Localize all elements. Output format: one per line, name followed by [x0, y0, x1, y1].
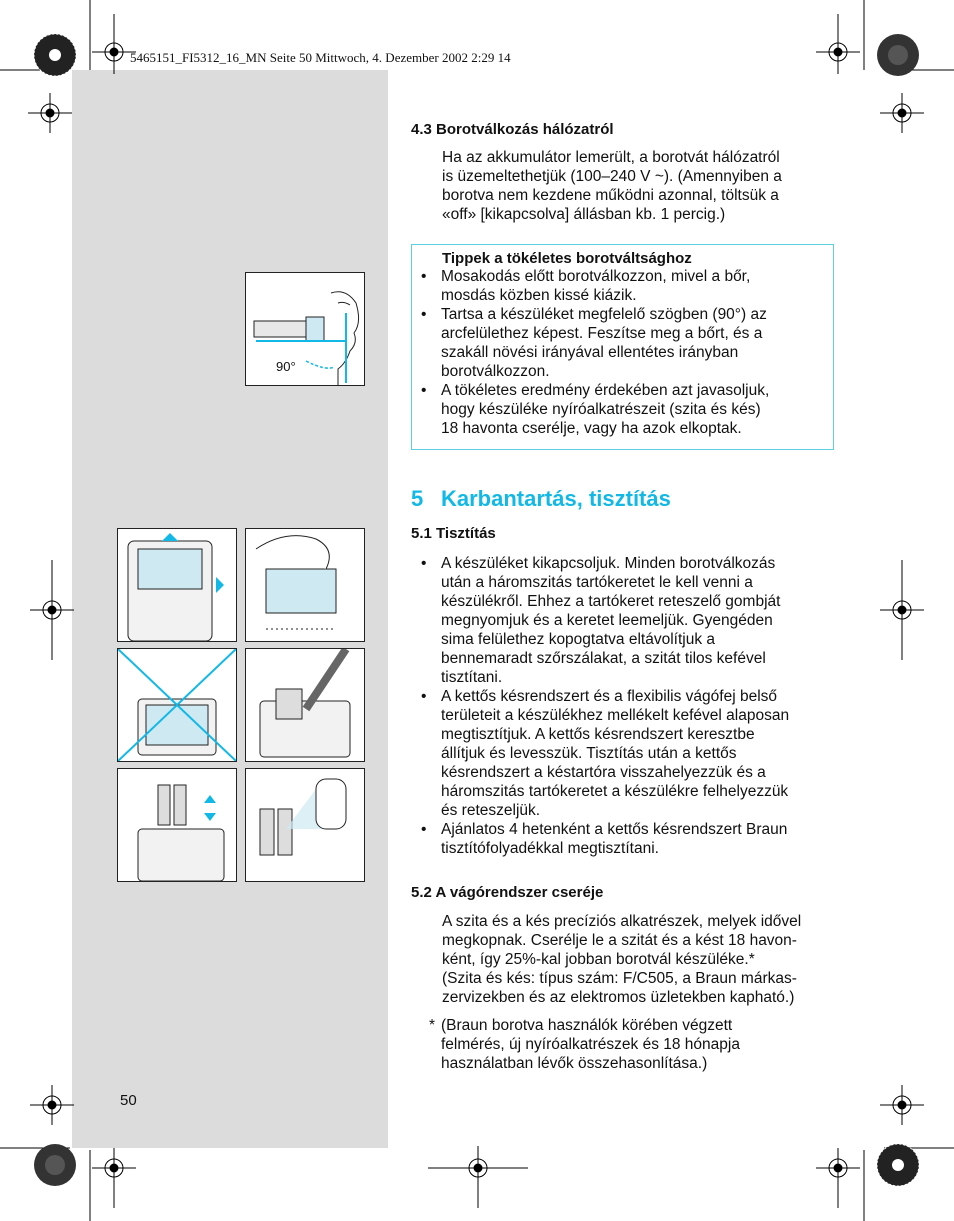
section-5-2-text: A szita és a kés precíziós alkatrészek, melyek idővel megkopnak. Cserélje le a szitát és a kést 18 havon- ként, így 25%-kal jobban borotvál készüléke.* (Szita és kés: típus szám: F/C505, a Braun márkas- zervizekben és az elektromos üzletekben kapható.): [442, 913, 802, 1006]
cleaning-step-3-illustration: [117, 648, 237, 762]
page-number: 50: [120, 1092, 137, 1109]
list-item: • Ajánlatos 4 hetenként a kettős késrendszert Braun tisztítófolyadékkal megtisztítani.: [421, 821, 788, 857]
angle-label: 90°: [276, 359, 296, 374]
shaving-angle-illustration: [245, 272, 365, 386]
section-5-1-title: 5.1 Tisztítás: [411, 525, 496, 542]
cleaning-step-5-illustration: [117, 768, 237, 882]
list-item: • Mosakodás előtt borotválkozzon, mivel a bőr, mosdás közben kissé kiázik.: [421, 268, 751, 304]
list-item: • A kettős késrendszert és a flexibilis vágófej belső területeit a készülékhez mellékelt kefével alaposan megtisztítjuk. A kettős késrendszert keresztbe állítjuk és levesszük. Tisztítás után a kettős késrendszert a késtartóra visszahelyezzük és a háromszitás tartókeretet a készülékre felhelyezzük és reteszeljük.: [421, 688, 790, 819]
section-4-3-text: Ha az akkumulátor lemerült, a borotvát hálózatról is üzemeltethetjük (100–240 V ~). (Amennyiben a borotva nem kezdene működni azonnal, töltsük a «off» [kikapcsolva] állásban kb. 1 percig.): [442, 149, 782, 223]
cleaning-step-4-illustration: [245, 648, 365, 762]
tips-content: [411, 250, 834, 438]
section-4-3-title: 4.3 Borotválkozás hálózatról: [411, 121, 614, 138]
face-shaver-drawing: [246, 273, 364, 385]
section-5-1-list: [411, 554, 841, 858]
list-item: • Tartsa a készüléket megfelelő szögben (90°) az arcfelülethez képest. Feszítse meg a bőrt, és a szakáll növési irányával ellentétes irányban borotválkozzon.: [421, 306, 767, 380]
section-5-2-footnote: * (Braun borotva használók körében végzett felmérés, új nyíróalkatrészek és 18 hónapja használatban lévők összehasonlítása.): [429, 1017, 740, 1072]
cleaning-step-1-illustration: [117, 528, 237, 642]
arrow-left-icon: [216, 577, 224, 593]
tips-title: Tippek a tökéletes borotváltsághoz: [442, 250, 692, 267]
cleaning-step-6-illustration: [245, 768, 365, 882]
cleaning-step-2-illustration: [245, 528, 365, 642]
section-5-title: 5 Karbantartás, tisztítás: [411, 486, 671, 511]
arrow-down-icon: [204, 813, 216, 821]
list-item: • A készüléket kikapcsoljuk. Minden borotválkozás után a háromszitás tartókeretet le kell venni a készülékről. Ehhez a tartókeret reteszelő gombját megnyomjuk és a keretet leemeljük. Gyengéden sima felülethez kopogtatva eltávolítjuk a bennemaradt szőrszálakat, a szitát tilos kefével tisztítani.: [421, 555, 781, 686]
list-item: • A tökéletes eredmény érdekében azt javasoljuk, hogy készüléke nyíróalkatrészeit (szita és kés) 18 havonta cserélje, vagy ha azok elkoptak.: [421, 382, 770, 437]
print-header: 5465151_FI5312_16_MN Seite 50 Mittwoch, 4. Dezember 2002 2:29 14: [130, 50, 511, 65]
arrow-up-icon: [162, 533, 178, 541]
section-5-2-title: 5.2 A vágórendszer cseréje: [411, 884, 604, 901]
arrow-up-icon: [204, 795, 216, 803]
